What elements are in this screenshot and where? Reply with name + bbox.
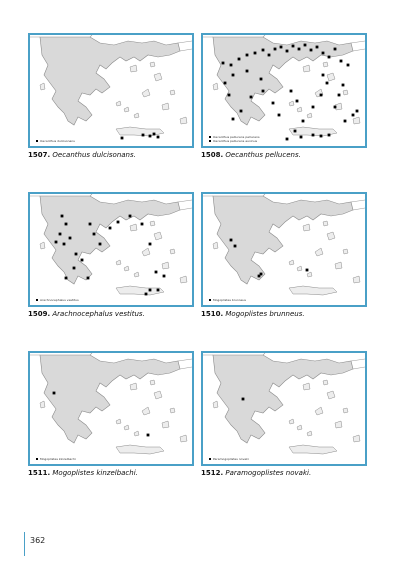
island-shape <box>40 242 45 249</box>
record-marker <box>222 62 225 65</box>
legend-entry <box>209 457 249 461</box>
distribution-map <box>203 35 365 146</box>
record-marker <box>141 223 144 226</box>
record-marker <box>149 243 152 246</box>
species-name: Mogoplistes brunneus. <box>225 310 305 318</box>
island-shape <box>40 83 45 90</box>
record-marker <box>328 134 331 137</box>
island-shape <box>142 407 150 415</box>
record-marker <box>117 221 120 224</box>
legend-label: Oecanthus dulcisonans <box>40 139 75 143</box>
record-marker <box>260 273 263 276</box>
island-shape <box>289 260 294 265</box>
island-shape <box>213 242 218 249</box>
map-legend <box>36 139 75 143</box>
map-legend <box>209 298 246 302</box>
record-marker <box>250 96 253 99</box>
record-marker <box>155 271 158 274</box>
record-marker <box>352 114 355 117</box>
record-marker <box>356 110 359 113</box>
record-marker <box>300 136 303 139</box>
island-shape <box>297 107 302 112</box>
record-marker <box>312 134 315 137</box>
page-margin-rule <box>24 532 25 556</box>
record-marker <box>230 239 233 242</box>
record-marker <box>316 46 319 49</box>
island-shape <box>162 262 169 269</box>
record-marker <box>238 58 241 61</box>
legend-label: Mogoplistes brunneus <box>213 298 246 302</box>
island-shape <box>170 249 175 254</box>
greece-mainland-shape <box>40 37 180 125</box>
island-shape <box>170 90 175 95</box>
record-marker <box>298 48 301 51</box>
island-shape <box>297 425 302 430</box>
record-marker <box>338 94 341 97</box>
distribution-map <box>203 353 365 464</box>
record-marker <box>328 56 331 59</box>
record-marker <box>312 106 315 109</box>
record-marker <box>228 94 231 97</box>
island-shape <box>289 286 337 295</box>
greece-mainland-shape <box>40 355 180 443</box>
island-shape <box>116 445 164 454</box>
map-frame <box>201 351 367 466</box>
record-marker <box>147 434 150 437</box>
island-shape <box>335 262 342 269</box>
legend-marker <box>36 140 38 142</box>
record-marker <box>121 137 124 140</box>
legend-entry <box>36 457 76 461</box>
record-marker <box>65 277 68 280</box>
record-marker <box>334 48 337 51</box>
legend-marker <box>36 458 38 460</box>
record-marker <box>224 82 227 85</box>
island-shape <box>353 276 360 283</box>
legend-marker <box>209 136 211 138</box>
island-shape <box>323 380 328 385</box>
record-marker <box>65 223 68 226</box>
record-marker <box>93 233 96 236</box>
legend-marker <box>36 299 38 301</box>
record-marker <box>320 135 323 138</box>
record-marker <box>230 64 233 67</box>
island-shape <box>213 83 218 90</box>
record-marker <box>342 84 345 87</box>
map-frame <box>201 192 367 307</box>
record-marker <box>61 215 64 218</box>
greece-mainland-shape <box>213 355 353 443</box>
island-shape <box>170 408 175 413</box>
record-marker <box>322 52 325 55</box>
record-marker <box>294 130 297 133</box>
map-legend <box>36 298 79 302</box>
map-legend <box>209 457 249 461</box>
island-shape <box>180 435 187 442</box>
island-shape <box>315 407 323 415</box>
island-shape <box>343 249 348 254</box>
island-shape <box>353 117 360 124</box>
record-marker <box>153 133 156 136</box>
island-shape <box>150 380 155 385</box>
species-name: Arachnocephalus vestitus. <box>52 310 145 318</box>
island-shape <box>327 391 335 399</box>
figure-caption <box>201 151 301 159</box>
island-shape <box>323 62 328 67</box>
island-shape <box>130 383 137 390</box>
legend-marker <box>209 458 211 460</box>
record-marker <box>334 106 337 109</box>
island-shape <box>134 431 139 436</box>
legend-entry <box>36 139 75 143</box>
record-marker <box>240 110 243 113</box>
island-shape <box>162 421 169 428</box>
map-frame <box>28 33 194 148</box>
species-name: Paramogoplistes novaki. <box>225 469 312 477</box>
record-marker <box>129 215 132 218</box>
legend-label: Mogoplistes kinzelbachi <box>40 457 76 461</box>
record-marker <box>306 269 309 272</box>
island-shape <box>154 232 162 240</box>
record-marker <box>163 275 166 278</box>
record-marker <box>286 50 289 53</box>
record-marker <box>157 289 160 292</box>
island-shape <box>124 107 129 112</box>
island-shape <box>289 419 294 424</box>
distribution-map <box>30 194 192 305</box>
record-marker <box>149 289 152 292</box>
greece-mainland-shape <box>213 196 353 284</box>
island-shape <box>307 431 312 436</box>
figure-number: 1508. <box>201 151 224 159</box>
island-shape <box>162 103 169 110</box>
record-marker <box>344 120 347 123</box>
record-marker <box>234 245 237 248</box>
record-marker <box>87 277 90 280</box>
map-frame <box>28 192 194 307</box>
island-shape <box>213 401 218 408</box>
island-shape <box>307 272 312 277</box>
island-shape <box>315 248 323 256</box>
distribution-map <box>30 353 192 464</box>
record-marker <box>322 74 325 77</box>
island-shape <box>180 117 187 124</box>
island-shape <box>142 248 150 256</box>
map-legend <box>209 135 260 143</box>
record-marker <box>340 60 343 63</box>
legend-entry <box>209 139 260 143</box>
island-shape <box>289 101 294 106</box>
figure-number: 1507. <box>28 151 51 159</box>
record-marker <box>347 64 350 67</box>
distribution-map <box>30 35 192 146</box>
map-frame <box>201 33 367 148</box>
figure-caption <box>28 151 136 159</box>
record-marker <box>290 90 293 93</box>
figure-caption <box>28 310 145 318</box>
figure-caption <box>201 310 305 318</box>
island-shape <box>154 391 162 399</box>
legend-label: Arachnocephalus vestitus <box>40 298 79 302</box>
greece-mainland-shape <box>213 37 353 125</box>
record-marker <box>272 102 275 105</box>
island-shape <box>116 260 121 265</box>
island-shape <box>353 435 360 442</box>
record-marker <box>63 243 66 246</box>
record-marker <box>109 227 112 230</box>
record-marker <box>75 253 78 256</box>
island-shape <box>134 113 139 118</box>
island-shape <box>124 266 129 271</box>
map-frame <box>28 351 194 466</box>
record-marker <box>292 45 295 48</box>
figure-number: 1510. <box>201 310 224 318</box>
record-marker <box>274 48 277 51</box>
record-marker <box>262 90 265 93</box>
record-marker <box>296 100 299 103</box>
island-shape <box>116 419 121 424</box>
island-shape <box>116 127 164 136</box>
island-shape <box>116 101 121 106</box>
map-legend <box>36 457 76 461</box>
legend-entry <box>209 298 246 302</box>
record-marker <box>232 118 235 121</box>
record-marker <box>262 49 265 52</box>
record-marker <box>157 136 160 139</box>
record-marker <box>280 46 283 49</box>
record-marker <box>73 267 76 270</box>
record-marker <box>286 138 289 141</box>
island-shape <box>327 73 335 81</box>
island-shape <box>297 266 302 271</box>
island-shape <box>303 383 310 390</box>
record-marker <box>89 223 92 226</box>
species-name: Oecanthus dulcisonans. <box>52 151 136 159</box>
record-marker <box>53 392 56 395</box>
legend-entry <box>36 298 79 302</box>
figure-number: 1509. <box>28 310 51 318</box>
island-shape <box>343 90 348 95</box>
island-shape <box>142 89 150 97</box>
legend-label: Oecanthus pellucens pellucens <box>213 135 260 139</box>
record-marker <box>59 233 62 236</box>
legend-marker <box>209 140 211 142</box>
island-shape <box>303 65 310 72</box>
island-shape <box>289 445 337 454</box>
record-marker <box>69 237 72 240</box>
record-marker <box>81 259 84 262</box>
legend-label: Oecanthus pellucens euxinus <box>213 139 258 143</box>
record-marker <box>320 94 323 97</box>
record-marker <box>99 243 102 246</box>
species-name: Mogoplistes kinzelbachi. <box>52 469 138 477</box>
record-marker <box>149 135 152 138</box>
record-marker <box>278 114 281 117</box>
record-marker <box>55 241 58 244</box>
species-name: Oecanthus pellucens. <box>225 151 301 159</box>
record-marker <box>268 54 271 57</box>
island-shape <box>335 421 342 428</box>
record-marker <box>302 120 305 123</box>
island-shape <box>307 113 312 118</box>
island-shape <box>150 62 155 67</box>
distribution-map <box>203 194 365 305</box>
island-shape <box>130 65 137 72</box>
island-shape <box>303 224 310 231</box>
legend-marker <box>209 299 211 301</box>
record-marker <box>246 54 249 57</box>
figure-caption <box>28 469 138 477</box>
record-marker <box>145 293 148 296</box>
figure-number: 1511. <box>28 469 51 477</box>
island-shape <box>130 224 137 231</box>
record-marker <box>304 44 307 47</box>
record-marker <box>232 74 235 77</box>
record-marker <box>310 49 313 52</box>
page-number: 362 <box>30 536 46 545</box>
record-marker <box>254 52 257 55</box>
greece-mainland-shape <box>40 196 180 284</box>
island-shape <box>150 221 155 226</box>
record-marker <box>260 78 263 81</box>
island-shape <box>180 276 187 283</box>
record-marker <box>246 70 249 73</box>
island-shape <box>40 401 45 408</box>
figure-number: 1512. <box>201 469 224 477</box>
island-shape <box>343 408 348 413</box>
record-marker <box>326 82 329 85</box>
record-marker <box>142 134 145 137</box>
island-shape <box>327 232 335 240</box>
island-shape <box>124 425 129 430</box>
island-shape <box>154 73 162 81</box>
record-marker <box>242 398 245 401</box>
legend-label: Paramogoplistes novaki <box>213 457 249 461</box>
figure-caption <box>201 469 311 477</box>
island-shape <box>323 221 328 226</box>
island-shape <box>134 272 139 277</box>
